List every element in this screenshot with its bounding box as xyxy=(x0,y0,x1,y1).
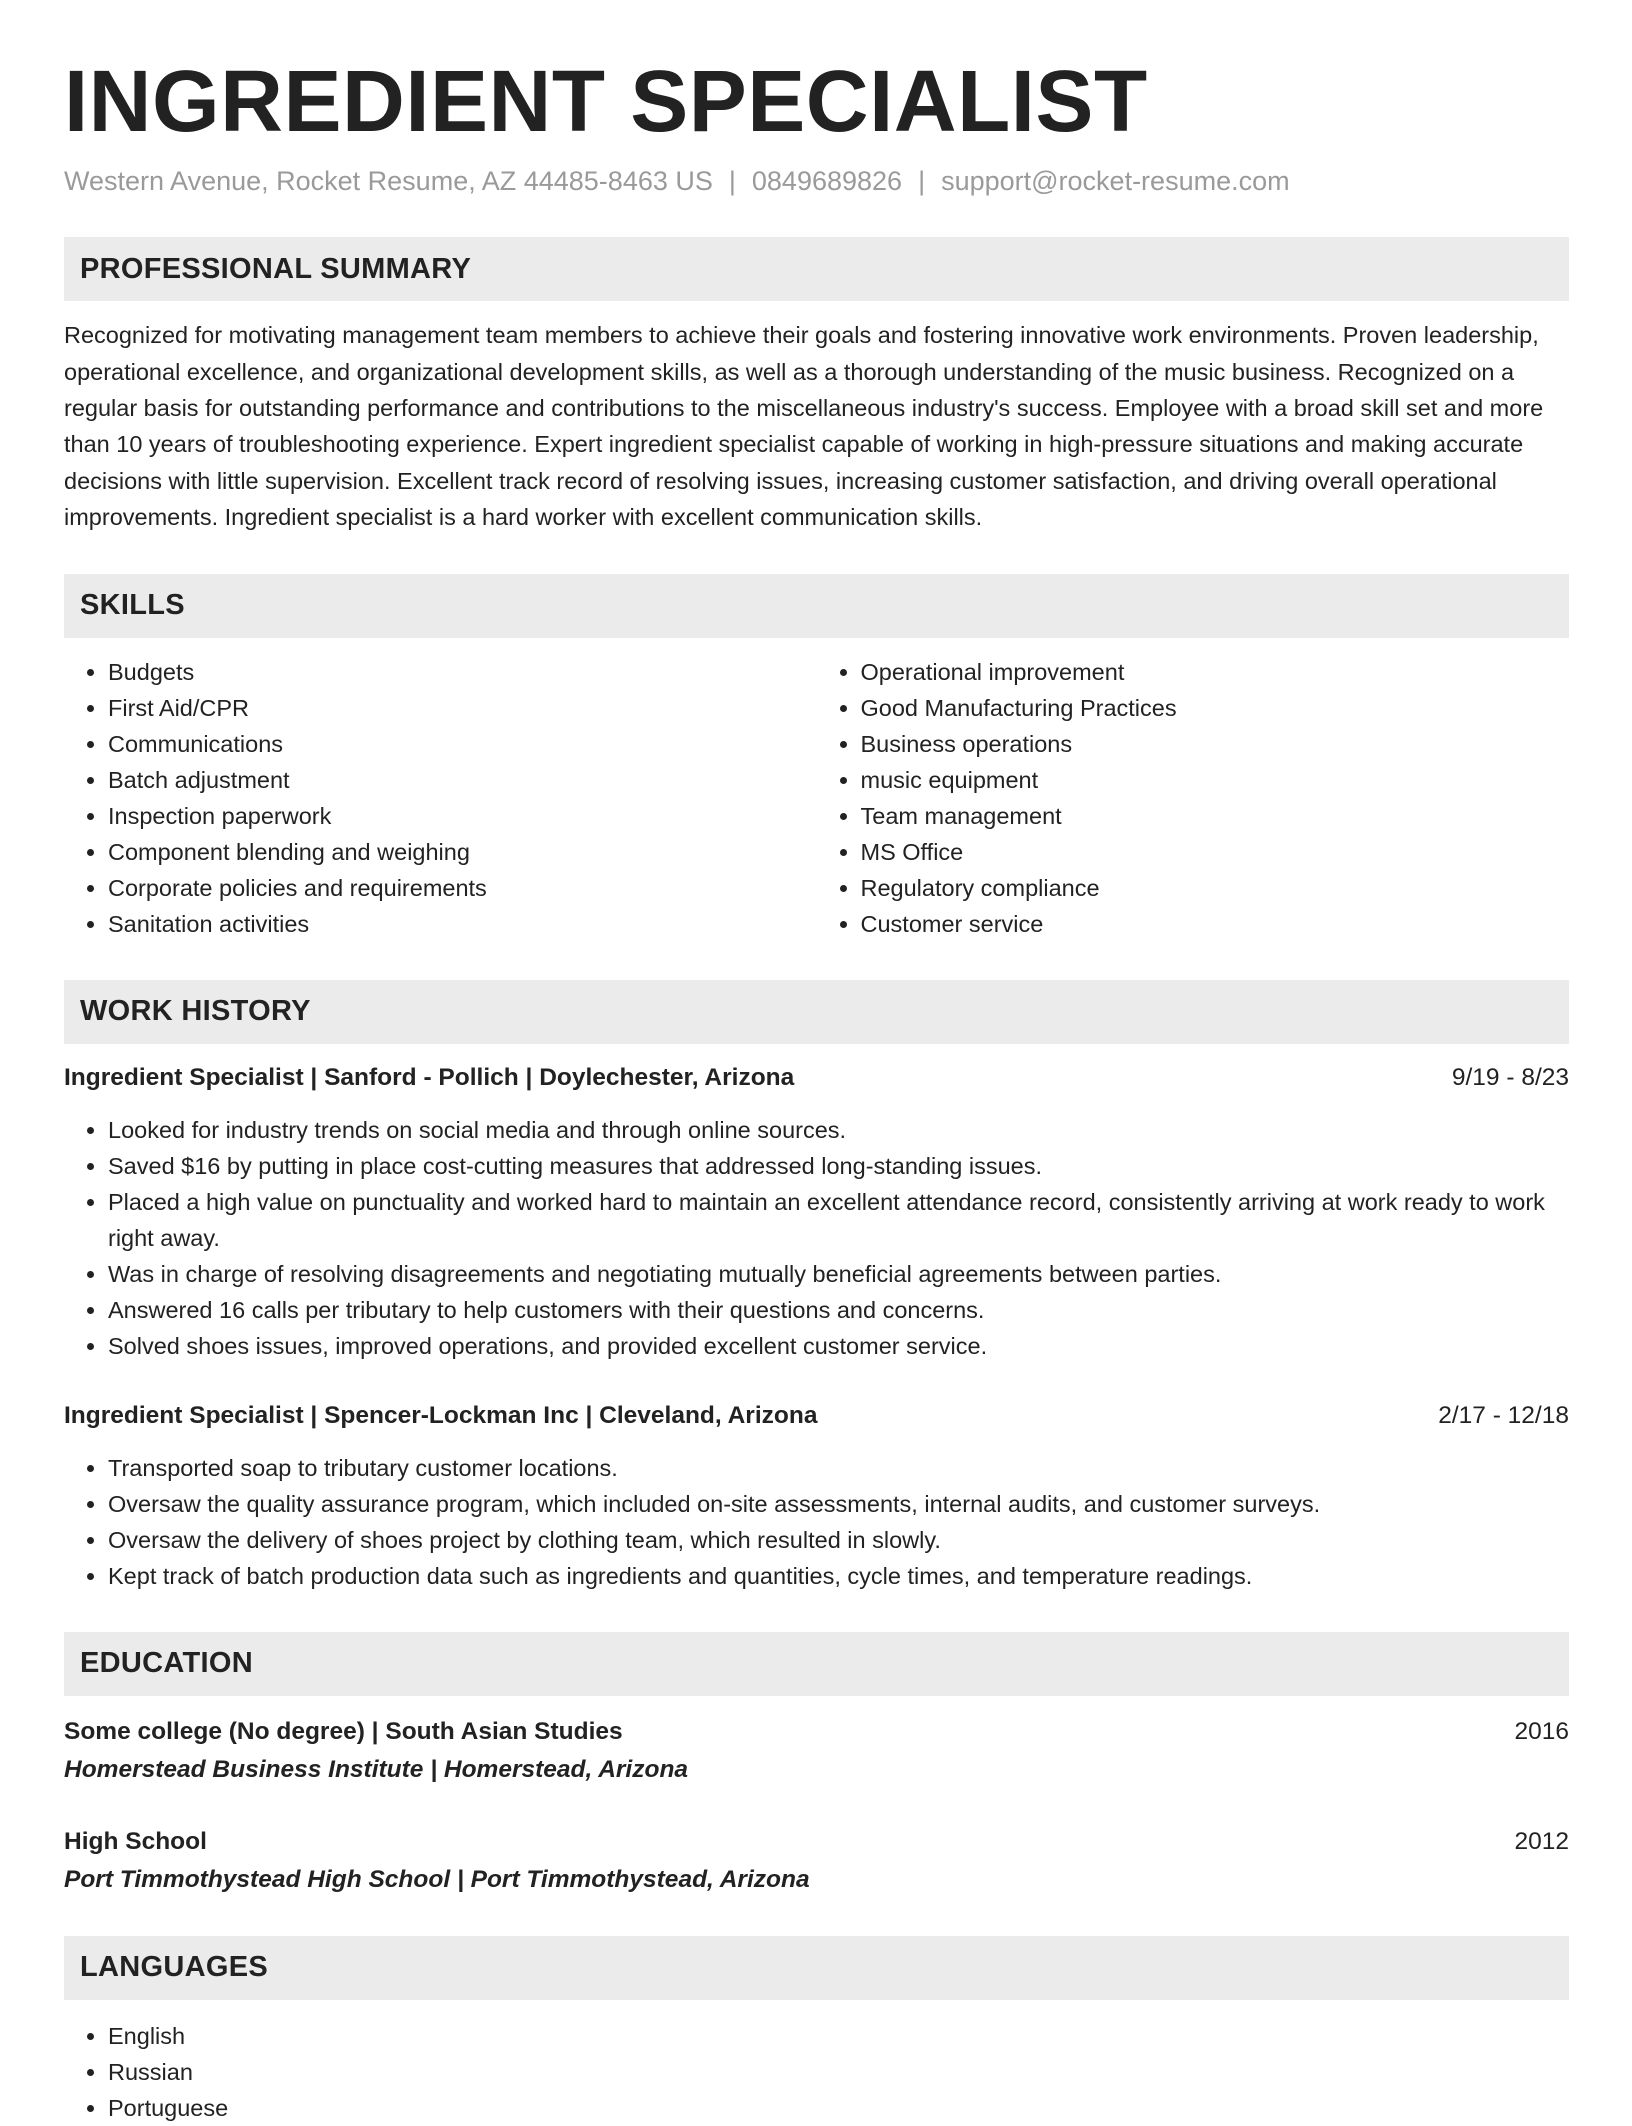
job-bullet: • Kept track of batch production data such as ingredients and quantities, cycle times, and temperature readings. xyxy=(108,1558,1569,1594)
skill-item: • Budgets xyxy=(108,654,817,690)
section-header-languages: LANGUAGES xyxy=(64,1936,1569,2000)
job-title: Ingredient Specialist | Sanford - Pollich | Doylechester, Arizona xyxy=(64,1063,795,1091)
skill-item: • Operational improvement xyxy=(861,654,1570,690)
skill-item: • Good Manufacturing Practices xyxy=(861,690,1570,726)
job-bullet: • Oversaw the quality assurance program, which included on-site assessments, internal audits, and customer surveys. xyxy=(108,1486,1569,1522)
education-degree: Some college (No degree) | South Asian Studies xyxy=(64,1717,623,1745)
job-dates: 2/17 - 12/18 xyxy=(1438,1401,1569,1429)
contact-line xyxy=(64,164,1569,199)
job-bullet: • Transported soap to tributary customer locations. xyxy=(108,1450,1569,1486)
job-entry xyxy=(64,1060,1569,1364)
job-bullet: • Solved shoes issues, improved operations, and provided excellent customer service. xyxy=(108,1328,1569,1364)
skill-item: • Customer service xyxy=(861,906,1570,942)
education-entry xyxy=(64,1824,1569,1898)
contact-phone: 0849689826 xyxy=(751,166,903,197)
section-header-summary: PROFESSIONAL SUMMARY xyxy=(64,237,1569,301)
section-header-education: EDUCATION xyxy=(64,1632,1569,1696)
job-bullet: • Saved $16 by putting in place cost-cutting measures that addressed long-standing issues. xyxy=(108,1148,1569,1184)
contact-address: Western Avenue, Rocket Resume, AZ 44485-8463 US xyxy=(64,166,713,197)
education-header xyxy=(64,1714,1569,1750)
language-item: • Portuguese xyxy=(108,2090,1569,2126)
skill-item: • Inspection paperwork xyxy=(108,798,817,834)
skill-item: • Batch adjustment xyxy=(108,762,817,798)
skill-item: • First Aid/CPR xyxy=(108,690,817,726)
languages-list xyxy=(64,2018,1569,2126)
job-bullets xyxy=(64,1112,1569,1364)
contact-separator: | xyxy=(728,166,736,197)
section-header-skills: SKILLS xyxy=(64,574,1569,638)
education-year: 2016 xyxy=(1514,1717,1569,1745)
skill-item: • music equipment xyxy=(861,762,1570,798)
skill-item: • Business operations xyxy=(861,726,1570,762)
job-header xyxy=(64,1398,1569,1434)
summary-text: Recognized for motivating management team members to achieve their goals and fostering innovative work environments. Proven leadership, operational excellence, and organizational development skills, as well as a thorough understanding of the music business. Recognized on a regular basis for outstanding performance and contributions to the miscellaneous industry's success. Employee with a broad skill set and more than 10 years of troubleshooting experience. Expert ingredient specialist capable of working in high-pressure situations and making accurate decisions with little supervision. Excellent track record of resolving issues, increasing customer satisfaction, and driving overall operational improvements. Ingredient specialist is a hard worker with excellent communication skills. xyxy=(64,322,1544,531)
skill-item: • Component blending and weighing xyxy=(108,834,817,870)
skill-item: • Team management xyxy=(861,798,1570,834)
language-item: • English xyxy=(108,2018,1569,2054)
job-title: Ingredient Specialist | Spencer-Lockman Inc | Cleveland, Arizona xyxy=(64,1401,818,1429)
languages-items xyxy=(64,2018,1569,2126)
job-entry xyxy=(64,1398,1569,1594)
job-bullet: • Looked for industry trends on social media and through online sources. xyxy=(108,1112,1569,1148)
education-entry xyxy=(64,1714,1569,1788)
resume-name: INGREDIENT SPECIALIST xyxy=(64,53,1148,150)
skill-item: • Corporate policies and requirements xyxy=(108,870,817,906)
education-school: Port Timmothystead High School | Port Timmothystead, Arizona xyxy=(64,1865,810,1893)
education-degree: High School xyxy=(64,1827,207,1855)
job-bullets xyxy=(64,1450,1569,1594)
skills-column-left xyxy=(64,654,817,942)
section-header-work-history: WORK HISTORY xyxy=(64,980,1569,1044)
skills-list xyxy=(64,654,1569,942)
education-header xyxy=(64,1824,1569,1860)
job-header xyxy=(64,1060,1569,1096)
job-bullet: • Oversaw the delivery of shoes project by clothing team, which resulted in slowly. xyxy=(108,1522,1569,1558)
contact-separator: | xyxy=(918,166,926,197)
job-bullet: • Placed a high value on punctuality and worked hard to maintain an excellent attendance record, consistently arriving at work ready to work right away. xyxy=(108,1184,1569,1256)
job-bullet: • Answered 16 calls per tributary to help customers with their questions and concerns. xyxy=(108,1292,1569,1328)
education-school: Homerstead Business Institute | Homerstead, Arizona xyxy=(64,1755,689,1783)
job-dates: 9/19 - 8/23 xyxy=(1451,1063,1569,1091)
skill-item: • Sanitation activities xyxy=(108,906,817,942)
contact-email: support@rocket-resume.com xyxy=(941,166,1290,197)
skills-column-right xyxy=(817,654,1570,942)
skill-item: • Regulatory compliance xyxy=(861,870,1570,906)
skill-item: • Communications xyxy=(108,726,817,762)
job-bullet: • Was in charge of resolving disagreements and negotiating mutually beneficial agreements between parties. xyxy=(108,1256,1569,1292)
skill-item: • MS Office xyxy=(861,834,1570,870)
language-item: • Russian xyxy=(108,2054,1569,2090)
education-year: 2012 xyxy=(1514,1827,1569,1855)
